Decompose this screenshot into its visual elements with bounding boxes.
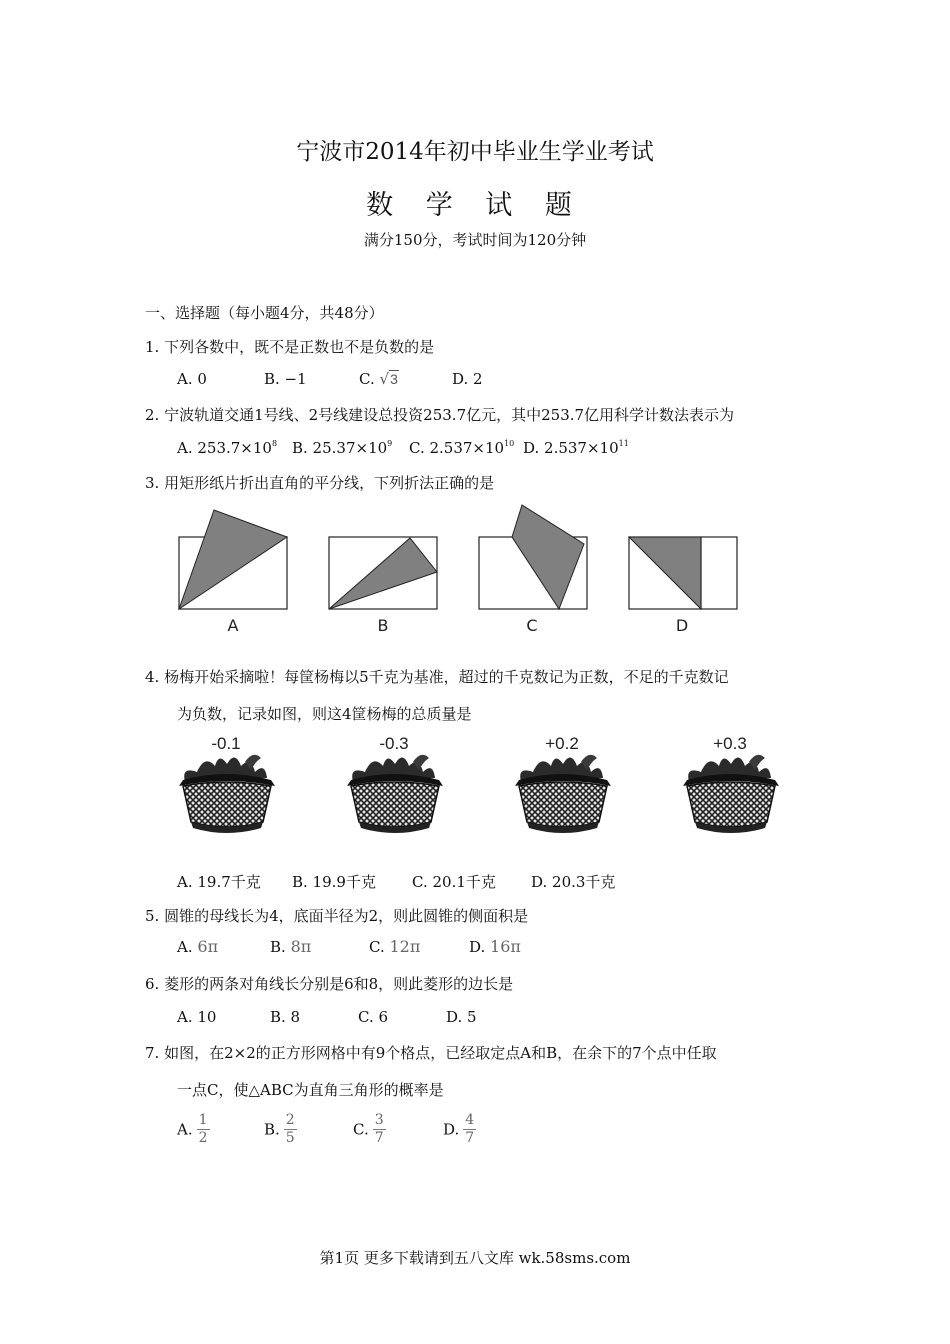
q7-option-b: B. $\frac{2}{5}$	[264, 1112, 295, 1146]
q1-option-c-value: 3	[390, 371, 398, 387]
q3-figure-a	[179, 510, 287, 635]
q3-figure-d	[629, 537, 737, 635]
q6-stem: 6. 菱形的两条对角线长分别是6和8，则此菱形的边长是	[145, 975, 514, 993]
q5-option-a: A. 6π	[177, 937, 219, 956]
basket-3	[515, 755, 611, 833]
q4-option-b: B. 19.9千克	[292, 873, 376, 891]
q6-option-d: D. 5	[446, 1008, 477, 1026]
q5-option-b: B. 8π	[270, 937, 312, 956]
q4-baskets	[170, 752, 790, 842]
q4-option-a: A. 19.7千克	[177, 873, 261, 891]
q5-option-d: D. 16π	[469, 937, 521, 956]
q3-label-a: A	[227, 616, 239, 635]
basket-4	[683, 755, 779, 833]
q1-stem: 1. 下列各数中，既不是正数也不是负数的是	[145, 338, 435, 356]
basket-label-4: +0.3	[713, 734, 747, 753]
q1-option-b: B. −1	[264, 370, 307, 388]
exam-subtitle: 数 学 试 题	[366, 190, 584, 221]
q2-option-a: A. $253.7\times 10^8$	[177, 439, 278, 457]
q6-option-b: B. 8	[270, 1008, 301, 1026]
q1-option-a: A. 0	[177, 370, 207, 388]
q7-option-a: A. $\frac{1}{2}$	[177, 1112, 208, 1146]
q1-option-c: C. √3	[359, 370, 398, 388]
basket-label-2: -0.3	[379, 734, 409, 753]
page-footer: 第1页 更多下载请到五八文库 wk.58sms.com	[319, 1249, 631, 1267]
basket-2	[347, 755, 443, 833]
exam-info: 满分150分，考试时间为120分钟	[363, 231, 587, 249]
q3-figure-c	[479, 505, 587, 635]
q4-stem-line1: 4. 杨梅开始采摘啦！每筐杨梅以5千克为基准，超过的千克数记为正数，不足的千克数记	[145, 668, 729, 686]
q4-stem-line2: 为负数，记录如图，则这4筐杨梅的总质量是	[177, 705, 472, 723]
q2-stem: 2. 宁波轨道交通1号线、2号线建设总投资253.7亿元，其中253.7亿用科学计数法表示为	[145, 406, 735, 424]
q3-label-b: B	[377, 616, 389, 635]
section-heading: 一、选择题（每小题4分，共48分）	[145, 304, 384, 322]
q1-option-c-label: C.	[359, 370, 375, 388]
q6-option-c: C. 6	[358, 1008, 389, 1026]
q5-option-c: C. 12π	[369, 937, 421, 956]
q3-figure-b	[329, 537, 437, 635]
q7-stem-line1: 7. 如图，在2×2的正方形网格中有9个格点，已经取定点A和B，在余下的7个点中任取	[145, 1044, 717, 1062]
basket-label-3: +0.2	[545, 734, 579, 753]
q2-option-d: D. $2.537\times 10^{11}$	[523, 439, 629, 457]
q3-label-d: D	[675, 616, 689, 635]
q5-stem: 5. 圆锥的母线长为4，底面半径为2，则此圆锥的侧面积是	[145, 907, 529, 925]
q2-option-b: B. $25.37\times 10^9$	[292, 439, 393, 457]
q6-option-a: A. 10	[177, 1008, 217, 1026]
q3-stem: 3. 用矩形纸片折出直角的平分线，下列折法正确的是	[145, 474, 495, 492]
basket-label-1: -0.1	[211, 734, 241, 753]
basket-1	[179, 755, 275, 833]
q1-option-d: D. 2	[452, 370, 483, 388]
q7-option-c: C. $\frac{3}{7}$	[353, 1112, 384, 1146]
q3-figures	[170, 500, 750, 640]
exam-title: 宁波市2014年初中毕业生学业考试	[296, 139, 654, 165]
q7-stem-line2: 一点C，使△ABC为直角三角形的概率是	[177, 1081, 444, 1099]
q4-option-c: C. 20.1千克	[412, 873, 496, 891]
q4-option-d: D. 20.3千克	[531, 873, 616, 891]
q2-option-c: C. $2.537\times 10^{10}$	[409, 439, 515, 457]
q7-option-d: D. $\frac{4}{7}$	[443, 1112, 475, 1146]
q3-label-c: C	[526, 616, 538, 635]
